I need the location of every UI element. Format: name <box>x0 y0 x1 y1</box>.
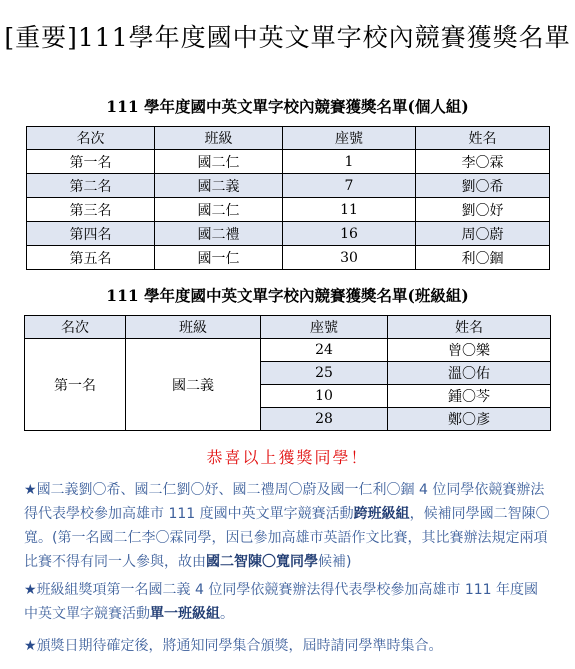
name-cell: 鍾〇芩 <box>388 385 551 408</box>
name-cell: 鄭〇彥 <box>388 408 551 431</box>
table-row <box>25 339 551 362</box>
rank-cell: 第五名 <box>27 246 155 270</box>
seat-cell: 16 <box>283 222 416 246</box>
seat-cell: 25 <box>261 362 388 385</box>
table-row <box>27 174 550 198</box>
class-group-header-row <box>25 316 551 339</box>
class-group-table <box>24 315 551 431</box>
name-cell: 李〇霖 <box>416 150 550 174</box>
rank-cell: 第二名 <box>27 174 155 198</box>
seat-cell: 28 <box>261 408 388 431</box>
individual-table <box>26 126 550 270</box>
name-cell: 利〇錮 <box>416 246 550 270</box>
header-seat: 座號 <box>283 127 416 150</box>
name-cell: 劉〇妤 <box>416 198 550 222</box>
name-cell: 溫〇佑 <box>388 362 551 385</box>
star-icon: ★ <box>24 582 37 598</box>
note-text: ，候補同學國二智陳〇寬。(第一名國二仁李〇霖同學，因已參加高雄市英語作文比賽，其比賽辦法規定兩項比賽不得有同一人參與，故由 <box>24 506 550 570</box>
note-paragraph-2 <box>24 578 550 626</box>
table-row <box>27 198 550 222</box>
table-row <box>27 150 550 174</box>
header-seat: 座號 <box>261 316 388 339</box>
seat-cell: 30 <box>283 246 416 270</box>
star-icon: ★ <box>24 638 37 654</box>
class-group-heading: 111 學年度國中英文單字校內競賽獲獎名單(班級組) <box>106 286 469 305</box>
note-emphasis: 跨班級組 <box>353 506 410 522</box>
table-row <box>27 222 550 246</box>
header-name: 姓名 <box>388 316 551 339</box>
header-class: 班級 <box>155 127 283 150</box>
note-paragraph-1 <box>24 478 550 574</box>
rank-cell: 第三名 <box>27 198 155 222</box>
individual-heading: 111 學年度國中英文單字校內競賽獲獎名單(個人組) <box>106 97 469 116</box>
header-name: 姓名 <box>416 127 550 150</box>
note-text: 。 <box>220 606 234 622</box>
note-text: 候補) <box>318 554 352 570</box>
page-title: [重要]111學年度國中英文單字校內競賽獲獎名單 <box>4 23 571 52</box>
note-emphasis: 國二智陳〇寬同學 <box>206 554 318 570</box>
individual-header-row <box>27 127 550 150</box>
header-rank: 名次 <box>27 127 155 150</box>
seat-cell: 11 <box>283 198 416 222</box>
seat-cell: 10 <box>261 385 388 408</box>
name-cell: 劉〇希 <box>416 174 550 198</box>
class-cell: 國二義 <box>155 174 283 198</box>
name-cell: 曾〇樂 <box>388 339 551 362</box>
seat-cell: 24 <box>261 339 388 362</box>
header-class: 班級 <box>126 316 261 339</box>
seat-cell: 7 <box>283 174 416 198</box>
note-text: 班級組獎項第一名國二義 4 位同學依競賽辦法得代表學校參加高雄市 111 年度國中英文單字競賽活動 <box>24 582 538 622</box>
note-emphasis: 單一班級組 <box>150 606 220 622</box>
rank-cell: 第一名 <box>25 339 126 431</box>
congrats-message: 恭喜以上獲獎同學！ <box>206 448 369 467</box>
class-cell: 國二義 <box>126 339 261 431</box>
table-row <box>27 246 550 270</box>
class-cell: 國二仁 <box>155 198 283 222</box>
seat-cell: 1 <box>283 150 416 174</box>
rank-cell: 第四名 <box>27 222 155 246</box>
class-cell: 國一仁 <box>155 246 283 270</box>
name-cell: 周〇蔚 <box>416 222 550 246</box>
header-rank: 名次 <box>25 316 126 339</box>
note-text: 頒獎日期待確定後，將通知同學集合頒獎，屆時請同學準時集合。 <box>36 638 443 654</box>
class-cell: 國二禮 <box>155 222 283 246</box>
class-cell: 國二仁 <box>155 150 283 174</box>
note-text: 國二義劉〇希、國二仁劉〇妤、國二禮周〇蔚及國一仁利〇錮 4 位同學依競賽辦法得代表學校參加高雄市 111 度國中英文單字競賽活動 <box>24 482 545 522</box>
star-icon: ★ <box>24 482 37 498</box>
rank-cell: 第一名 <box>27 150 155 174</box>
note-paragraph-3 <box>24 634 550 658</box>
